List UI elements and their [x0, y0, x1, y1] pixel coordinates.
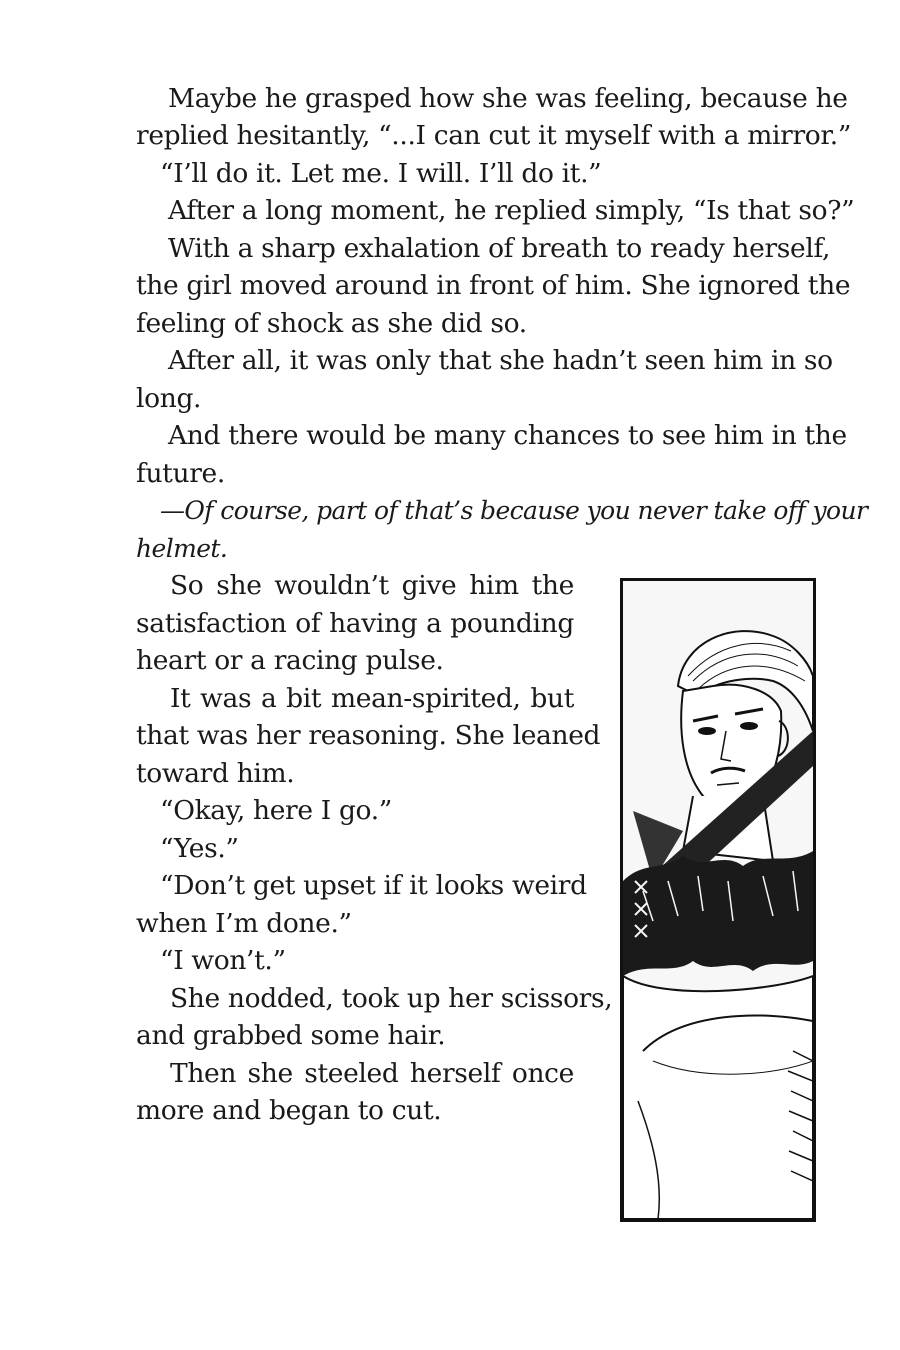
text-line: She nodded, took up her scissors, [170, 983, 613, 1014]
text-line: So she wouldn’t give him the [170, 570, 574, 601]
text-line: feeling of shock as she did so. [136, 308, 527, 339]
manga-illustration [620, 578, 816, 1222]
text-line: toward him. [136, 758, 295, 789]
text-line: future. [136, 458, 225, 489]
italic-text-line: —Of course, part of that’s because you never take off your [160, 496, 868, 525]
italic-text-line: helmet. [136, 534, 228, 563]
text-line: After a long moment, he replied simply, “Is that so?” [168, 195, 855, 226]
text-line: With a sharp exhalation of breath to ready herself, [168, 233, 831, 264]
man-portrait-drawing [623, 581, 813, 1219]
text-line: long. [136, 383, 202, 414]
text-line: Maybe he grasped how she was feeling, because he [168, 83, 848, 114]
text-line: After all, it was only that she hadn’t seen him in so [168, 345, 833, 376]
text-line: “I’ll do it. Let me. I will. I’ll do it.” [160, 158, 602, 189]
text-line: “Don’t get upset if it looks weird [160, 870, 587, 901]
text-line: Then she steeled herself once [170, 1058, 574, 1089]
text-line: It was a bit mean-spirited, but [170, 683, 574, 714]
text-line: “Okay, here I go.” [160, 795, 392, 826]
text-line: “I won’t.” [160, 945, 286, 976]
text-line: heart or a racing pulse. [136, 645, 444, 676]
text-line: And there would be many chances to see him in the [168, 420, 847, 451]
text-line: the girl moved around in front of him. She ignored the [136, 270, 851, 301]
text-line: “Yes.” [160, 833, 239, 864]
text-line: replied hesitantly, “...I can cut it myself with a mirror.” [136, 120, 852, 151]
text-line: and grabbed some hair. [136, 1020, 446, 1051]
text-line: that was her reasoning. She leaned [136, 720, 601, 751]
text-line: when I’m done.” [136, 908, 352, 939]
text-line: more and began to cut. [136, 1095, 442, 1126]
text-line: satisfaction of having a pounding [136, 608, 574, 639]
